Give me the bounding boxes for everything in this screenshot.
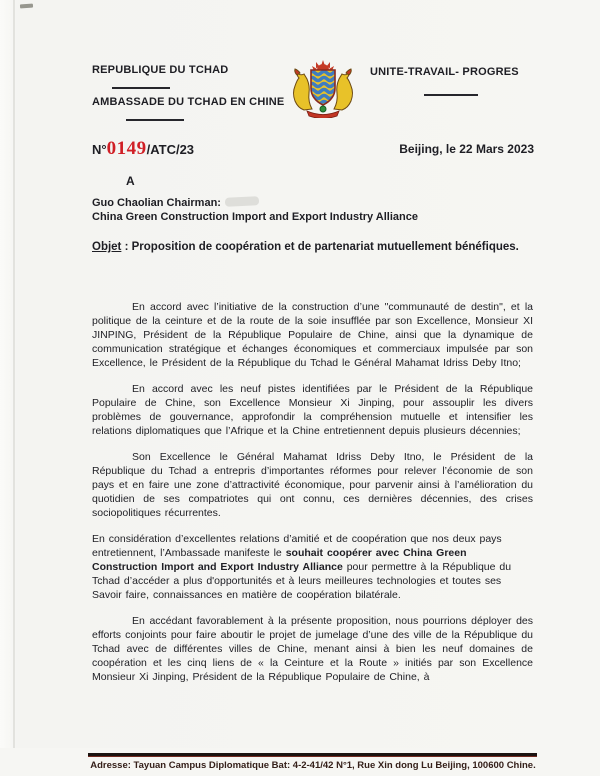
paragraph-1: En accord avec l’initiative de la construction d’une "communauté de destin", et la politique de la ceinture et de la route de la soie insufflée par son Excellence, Monsieur XI JINPING, Président de la République Populaire de Chine, ainsi que la dynamique de communication stratégique et échanges économiques et commerciaux impulsée par son Excellence, le Président de la République du Tchad le Général Mahamat Idriss Deby Itno; [92,301,533,369]
header-underline-1 [112,87,170,89]
reference-number: 0149 [106,138,147,159]
reference-prefix: N° [92,142,107,157]
scan-corner-mark-artifact [20,4,33,9]
paragraph-4 [92,532,533,602]
footer [0,748,600,776]
subject-line [92,240,533,255]
chad-coat-of-arms-icon [287,59,359,118]
addressee-organization: China Green Construction Import and Export Industry Alliance [92,210,418,223]
paragraph-2: En accord avec les neuf pistes identifiées par le Président de la République Populaire de Chine, son Excellence Monsieur Xi Jinping, pour assouplir les divers problèmes de gouvernance, approfondir la compréhension mutuelle et intensifier les relations diplomatiques que l’Afrique et la Chine entretiennent depuis plusieurs décennies; [92,383,533,437]
paragraph-4-post: pour permettre à la République du Tchad d’accéder a plus d'opportunités et à leurs meilleures technologies et toutes ses Savoir faire, connaissances en matière de coopération bilatérale. [92,561,512,601]
addressee-block [92,197,533,224]
header-motto: UNITE-TRAVAIL- PROGRES [370,66,519,78]
paragraph-4-bold: souhait coopérer avec China Green Construction Import and Export Industry Alliance [92,547,467,573]
subject-text: Proposition de coopération et de partenariat mutuellement bénéfiques. [131,241,519,253]
motto-underline [424,94,478,96]
footer-rule [88,753,537,757]
scan-edge-artifact [13,0,15,776]
subject-label: Objet [92,241,122,253]
dateline: Beijing, le 22 Mars 2023 [399,142,534,156]
addressee-name: Guo Chaolian Chairman: [92,197,221,209]
reference-suffix: /ATC/23 [146,142,195,157]
subject-separator: : [121,241,132,253]
salutation: A [126,174,135,188]
header-country: REPUBLIQUE DU TCHAD [92,64,229,76]
paragraph-5: En accédant favorablement à la présente proposition, nous pourrions déployer des efforts conjoints pour faire aboutir le projet de jumelage d’une des ville de la République du Tchad avec de différentes villes de Chine, menant ainsi à bien les neuf domaines de coopération et les cinq liens de « la Ceinture et la Route » initiés par son Excellence Monsieur Xi Jinping, Président de la République Populaire de Chine, à [92,615,533,683]
footer-address: Adresse: Tayuan Campus Diplomatique Bat: 4-2-41/42 N°1, Rue Xin dong Lu Beijing, 100600 Chine. [90,760,536,771]
header-embassy: AMBASSADE DU TCHAD EN CHINE [92,96,285,108]
paragraph-4-pre: En considération d’excellentes relations d’amitié et de coopération que nos deux pays entretiennent, l’Ambassade manifeste le [92,533,502,559]
header-underline-2 [126,119,184,121]
reference-line [92,138,194,160]
letter-body [92,300,533,696]
paragraph-3: Son Excellence le Général Mahamat Idriss Deby Itno, le Président de la République du Tchad a entrepris d’importantes réformes pour relever l’économie de son pays et en faire une zone d’attractivité économique, pour parvenir ainsi à l’amélioration du quotidien de ses compatriotes qui ont connu, ces dernières décennies, des crises sociopolitiques récurrentes. [92,451,533,519]
